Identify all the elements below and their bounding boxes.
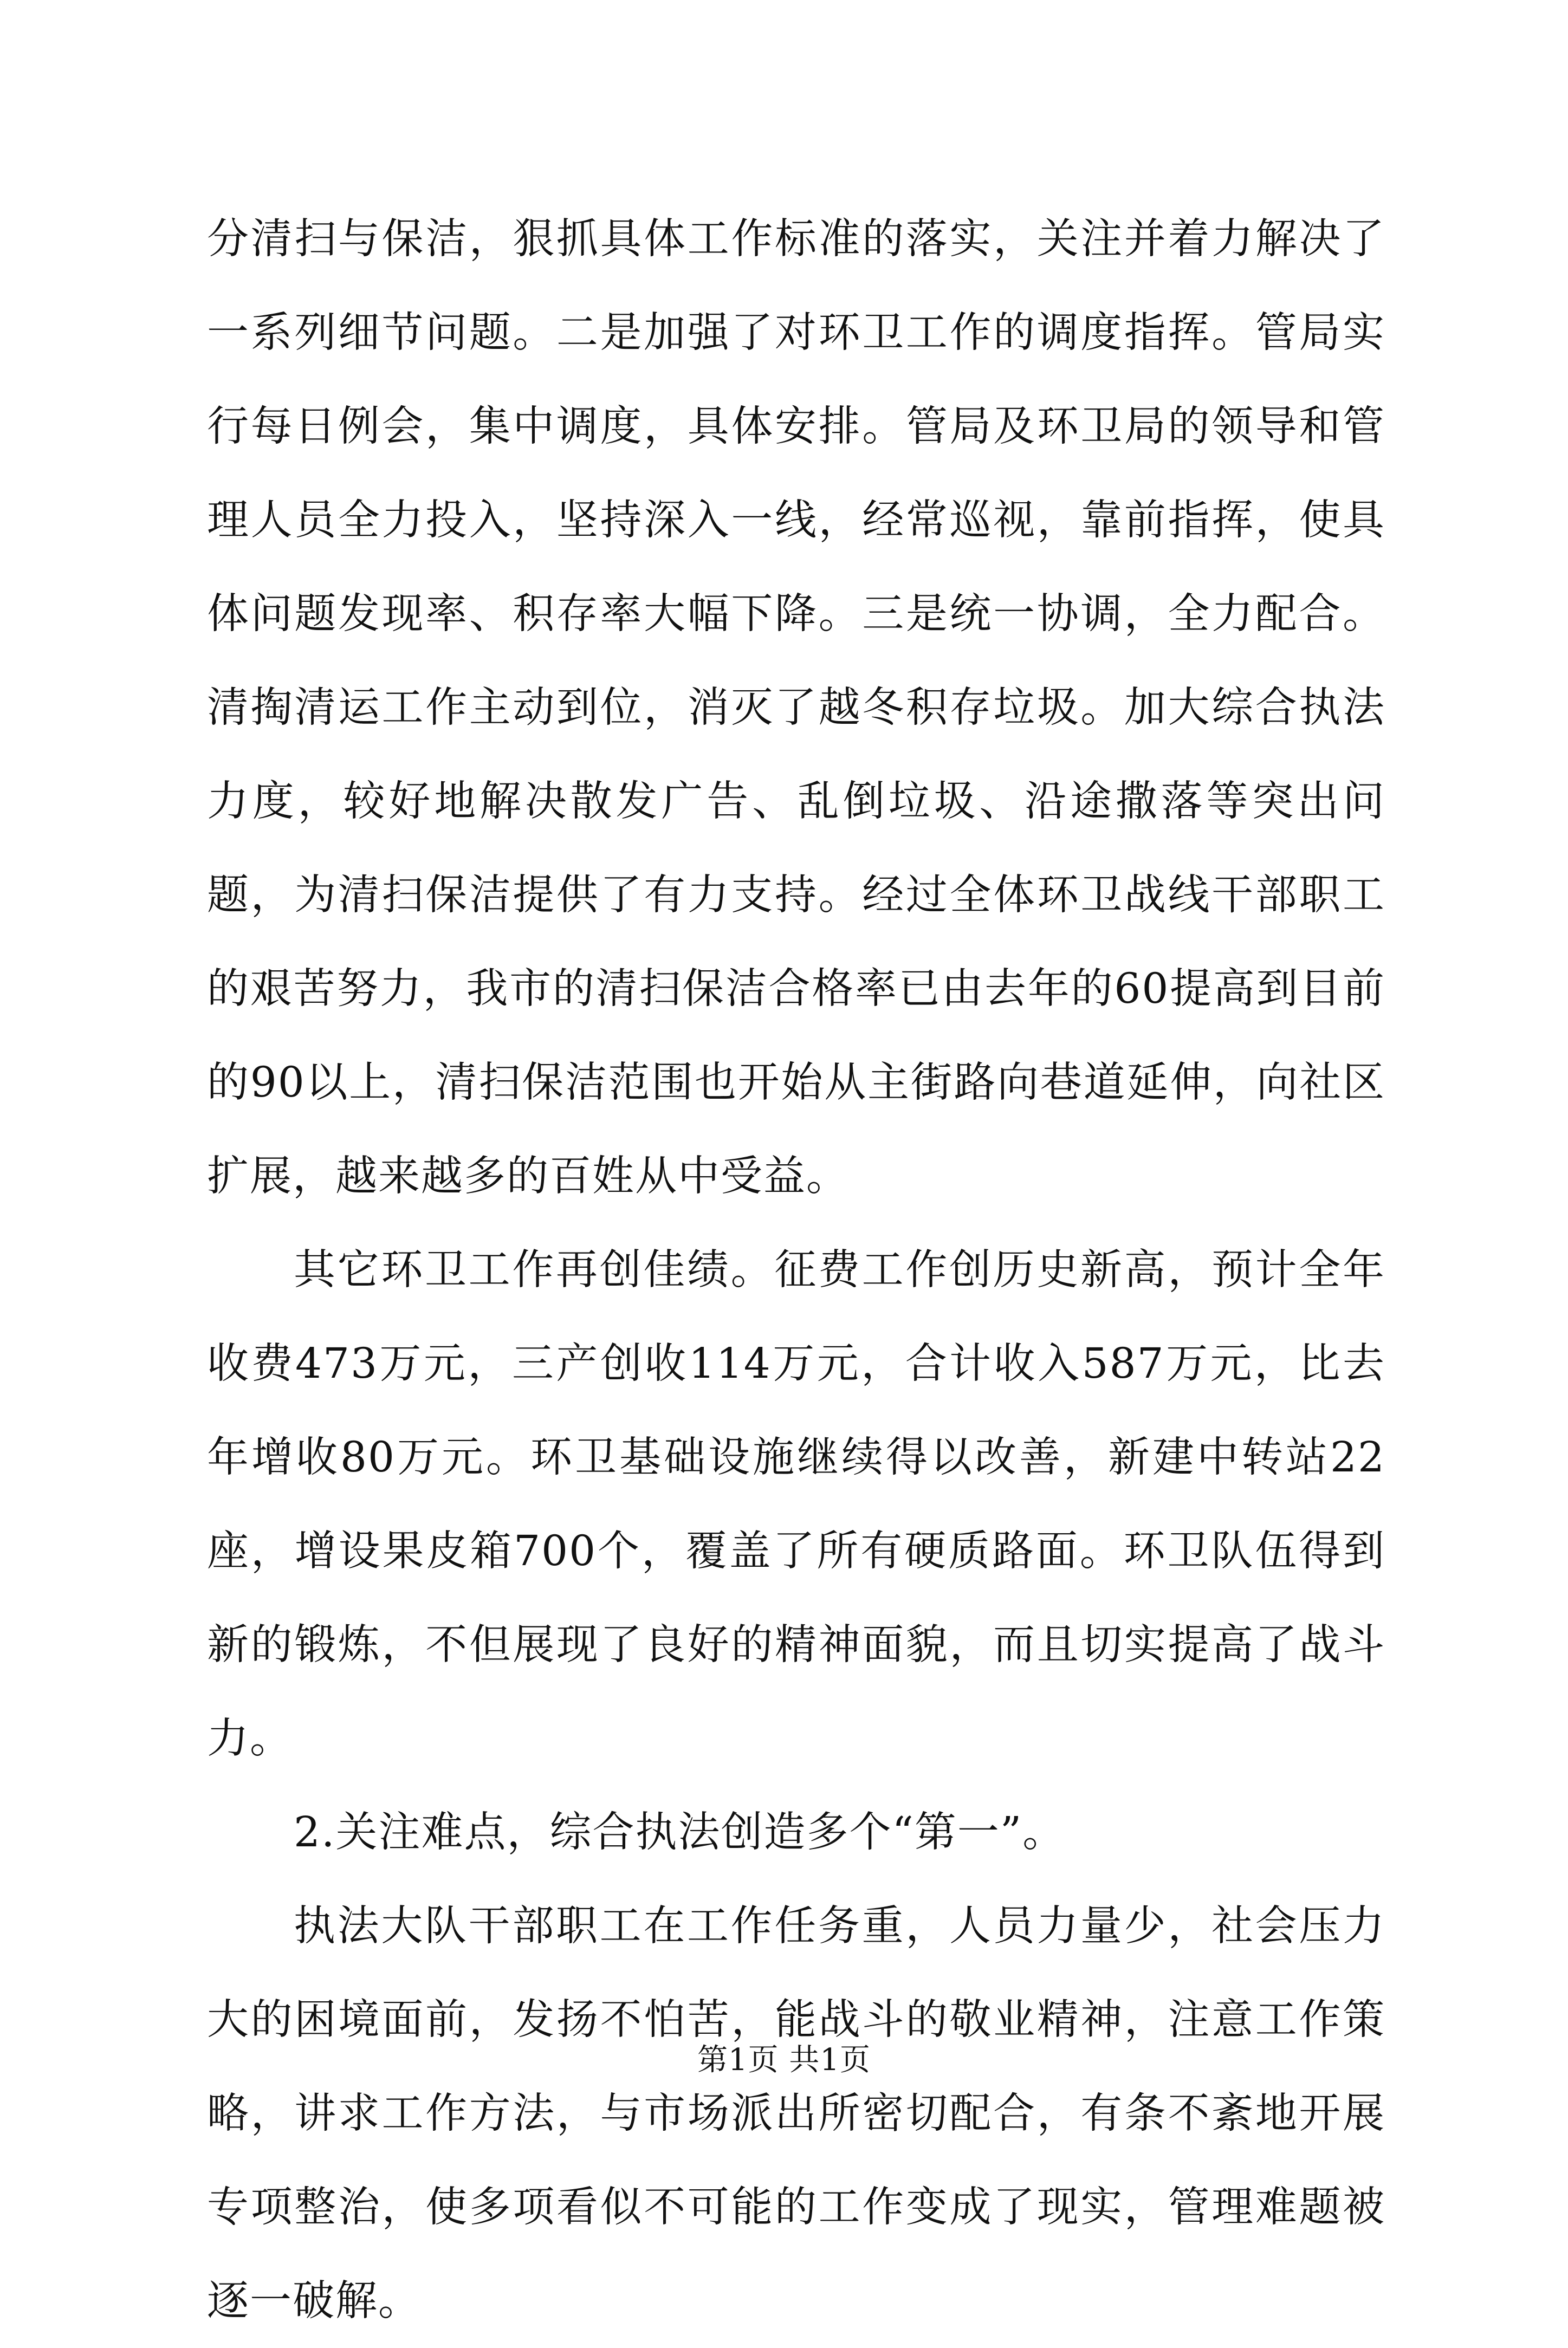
section-heading-enforcement: 2.关注难点，综合执法创造多个“第一”。 [294, 1808, 1066, 1857]
paragraph-continuation: 分清扫与保洁，狠抓具体工作标准的落实，关注并着力解决了一系列细节问题。二是加强了对环卫工作的调度指挥。管局实行每日例会，集中调度，具体安排。管局及环卫局的领导和管理人员全力投入，坚持深入一线，经常巡视，靠前指挥，使具体问题发现率、积存率大幅下降。三是统一协调，全力配合。清掏清运工作主动到位，消灭了越冬积存垃圾。加大综合执法力度，较好地解决散发广告、乱倒垃圾、沿途撒落等突出问题，为清扫保洁提供了有力支持。经过全体环卫战线干部职工的艰苦努力，我市的清扫保洁合格率已由去年的60提高到目前的90以上，清扫保洁范围也开始从主街路向巷道延伸，向社区扩展，越来越多的百姓从中受益。 [207, 215, 1385, 1201]
document-body [207, 192, 1385, 2348]
paragraph-sanitation-results: 其它环卫工作再创佳绩。征费工作创历史新高，预计全年收费473万元，三产创收114万元，合计收入587万元，比去年增收80万元。环卫基础设施继续得以改善，新建中转站22座，增设果皮箱700个，覆盖了所有硬质路面。环卫队伍得到新的锻炼，不但展现了良好的精神面貌，而且切实提高了战斗力。 [207, 1246, 1385, 1763]
paragraph-enforcement: 执法大队干部职工在工作任务重，人员力量少，社会压力大的困境面前，发扬不怕苦，能战斗的敬业精神，注意工作策略，讲求工作方法，与市场派出所密切配合，有条不紊地开展专项整治，使多项看似不可能的工作变成了现实，管理难题被逐一破解。 [207, 1902, 1385, 2325]
page-footer: 第1页 共1页 [697, 2042, 871, 2078]
